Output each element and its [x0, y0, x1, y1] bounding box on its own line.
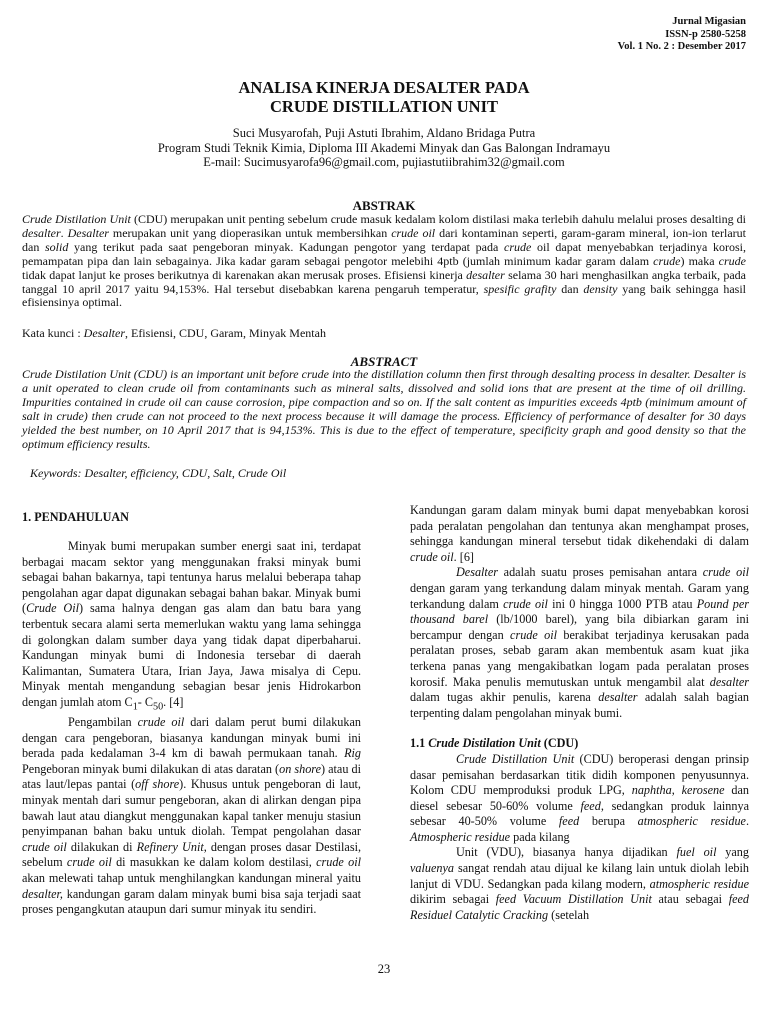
abstract-heading: ABSTRACT	[350, 354, 418, 369]
authors: Suci Musyarofah, Puji Astuti Ibrahim, Aldano Bridaga Putra	[232, 126, 536, 140]
kata-kunci: Kata kunci : Desalter, Efisiensi, CDU, Garam, Minyak Mentah	[22, 326, 326, 340]
abstrak-heading: ABSTRAK	[352, 198, 416, 213]
right-paragraph-2: Desalter adalah suatu proses pemisahan antara crude oil dengan garam yang terkandung dalam minyak mentah. Garam yang terkandung dalam crude oil ini 0 hingga 1000 PTB atau Pound per thousand barel (lb/1000 barel), yang bila dibiarkan garam ini bercampur dengan crude oil berakibat terjadinya kerusakan pada peralatan proses, sebab garam akan membentuk asam kuat jika terkena panas yang mengakibatkan logam pada peralatan proses korosif. Maka penulis memutuskan untuk mengambil alat desalter dalam tugas akhir penulis, karena desalter adalah salah bagian terpenting dalam pengolahan minyak bumi.	[410, 565, 750, 720]
right-paragraph-3: Crude Distillation Unit (CDU) beroperasi dengan prinsip dasar pemisahan berdasarkan titik didih komponen penyusunnya. Kolom CDU memproduksi produk LPG, naphtha, kerosene dan diesel sebesar 50-60% volume feed, sedangkan produk lainnya sebesar 40-50% volume feed berupa atmospheric residue. Atmospheric residue pada kilang	[410, 751, 750, 844]
paper-title-line1: ANALISA KINERJA DESALTER PADA	[238, 78, 530, 97]
keywords: Keywords: Desalter, efficiency, CDU, Salt, Crude Oil	[30, 466, 287, 480]
left-column	[22, 539, 361, 918]
abstrak-text: Crude Distilation Unit (CDU) merupakan unit penting sebelum crude masuk kedalam kolom distilasi maka terlebih dahulu melalui proses desalting di desalter. Desalter merupakan unit yang dioperasikan untuk membersihkan crude oil dari kontaminan seperti, garam-garam mineral, ion-ion terlarut dan solid yang terikut pada saat pengeboran minyak. Kadungan pengotor yang terdapat pada crude oil dapat menyebabkan terjadinya korosi, pemampatan pipa dan lain sebagainya. Jika kadar garam sebagai pengotor melebihi 4ptb (jumlah minimum kadar garam dalam crude) maka crude tidak dapat lanjut ke proses berikutnya di karenakan akan merusak proses. Efisiensi kinerja desalter selama 30 hari menghasilkan angka terbaik, pada tanggal 10 april 2017 yaitu 94,153%. Hal tersebut disebabkan karena pengaruh temperatur, spesific grafity dan density yang baik sehingga hasil efisiensinya optimal.	[22, 212, 747, 310]
section-heading-pendahuluan: 1. PENDAHULUAN	[22, 510, 129, 524]
left-paragraph-2: Pengambilan crude oil dari dalam perut bumi dilakukan dengan cara pengeboran, biasanya kandungan minyak bumi ini berada pada kedalaman 3-4 km di bawah permukaan tanah. Rig Pengeboran minyak bumi dilakukan di atas daratan (on shore) atau di atas laut/lepas pantai (off shore). Khusus untuk pengeboran di laut, minyak mentah dari sumur pengeboran, akan di alirkan dengan pipa bawah laut atau diangkut menggunakan kapal tanker menuju stasiun penyimpanan bahan baku untuk diolah. Tempat pengolahan dasar crude oil dilakukan di Refinery Unit, dengan proses dasar Destilasi, sebelum crude oil di masukkan ke dalam kolom destilasi, crude oil akan melewati tahap untuk menghilangkan kandungan mineral yaitu desalter, kandungan garam dalam minyak bumi bisa saja terjadi saat proses pengangkutan ataupun dari sumur minyak itu sendiri.	[22, 714, 362, 917]
right-column	[410, 503, 749, 923]
right-paragraph-4: Unit (VDU), biasanya hanya dijadikan fuel oil yang valuenya sangat rendah atau dijual ke kilang lain untuk diolah lebih lanjut di VDU. Sedangkan pada kilang modern, atmospheric residue dikirim sebagai feed Vacuum Distillation Unit atau sebagai feed Residuel Catalytic Cracking (setelah	[410, 845, 749, 922]
affiliation: Program Studi Teknik Kimia, Diploma III Akademi Minyak dan Gas Balongan Indramayu	[157, 141, 611, 155]
left-paragraph-1: Minyak bumi merupakan sumber energi saat ini, terdapat berbagai macam sektor yang menggunakan fraksi minyak bumi sebagai bahan bakarnya, tapi tentunya harus melalui beberapa tahap pengolahan agar dapat digunakan sebagai bahan bakar. Minyak bumi (Crude Oil) sama halnya dengan gas alam dan batu bara yang terbentuk secara alami serta memerlukan waktu yang lama sehingga di golongkan dalam sumber daya yang tidak dapat diperbaharui. Kandungan minyak bumi di Indonesia tersebar di daerah Kalimantan, Sumatera Utara, Irian Jaya, Jawa misalya di Cepu. Minyak mentah mengandung sebagian besar jenis Hidrokarbon dengan jumlah atom $C_1-$ $C_{50}$. [4]	[22, 539, 361, 713]
paper-title-line2: CRUDE DISTILLATION UNIT	[270, 97, 498, 116]
journal-issn: ISSN-p 2580-5258	[665, 28, 746, 40]
right-paragraph-1: Kandungan garam dalam minyak bumi dapat menyebabkan korosi pada peralatan pengolahan dan tentunya akan menghampat proses, sehingga kandungan mineral tersebut tidak dikehendaki di dalam crude oil. [6]	[410, 503, 749, 564]
journal-name: Jurnal Migasian	[672, 16, 746, 27]
journal-volume: Vol. 1 No. 2 : Desember 2017	[617, 41, 746, 52]
page-number: 23	[377, 962, 391, 976]
author-email: E-mail: Sucimusyarofa96@gmail.com, pujiastutiibrahim32@gmail.com	[203, 155, 565, 169]
abstract-text: Crude Distilation Unit (CDU) is an important unit before crude into the distillation column then first through desalting process in desalter. Desalter is a unit operated to clean crude oil from contaminants such as mineral salts, dissolved and solid ions that are present at the time of oil drilling. Impurities contained in crude oil can cause corrosion, pipe compaction and so on. If the salt content as impurities exceeds 4ptb (minimum amount of salt in crude) then crude can not proceed to the next process because it will damage the process. Efficiency of performance of desalter for 30 days yielded the best number, on 10 April 2017 that is 94,153%. This is due to the effect of temperature, specificity graph and good density so that the optimum efficiency results.	[22, 367, 746, 451]
journal-header	[618, 16, 746, 54]
subsection-heading-cdu: 1.1 Crude Distilation Unit (CDU)	[410, 736, 579, 751]
